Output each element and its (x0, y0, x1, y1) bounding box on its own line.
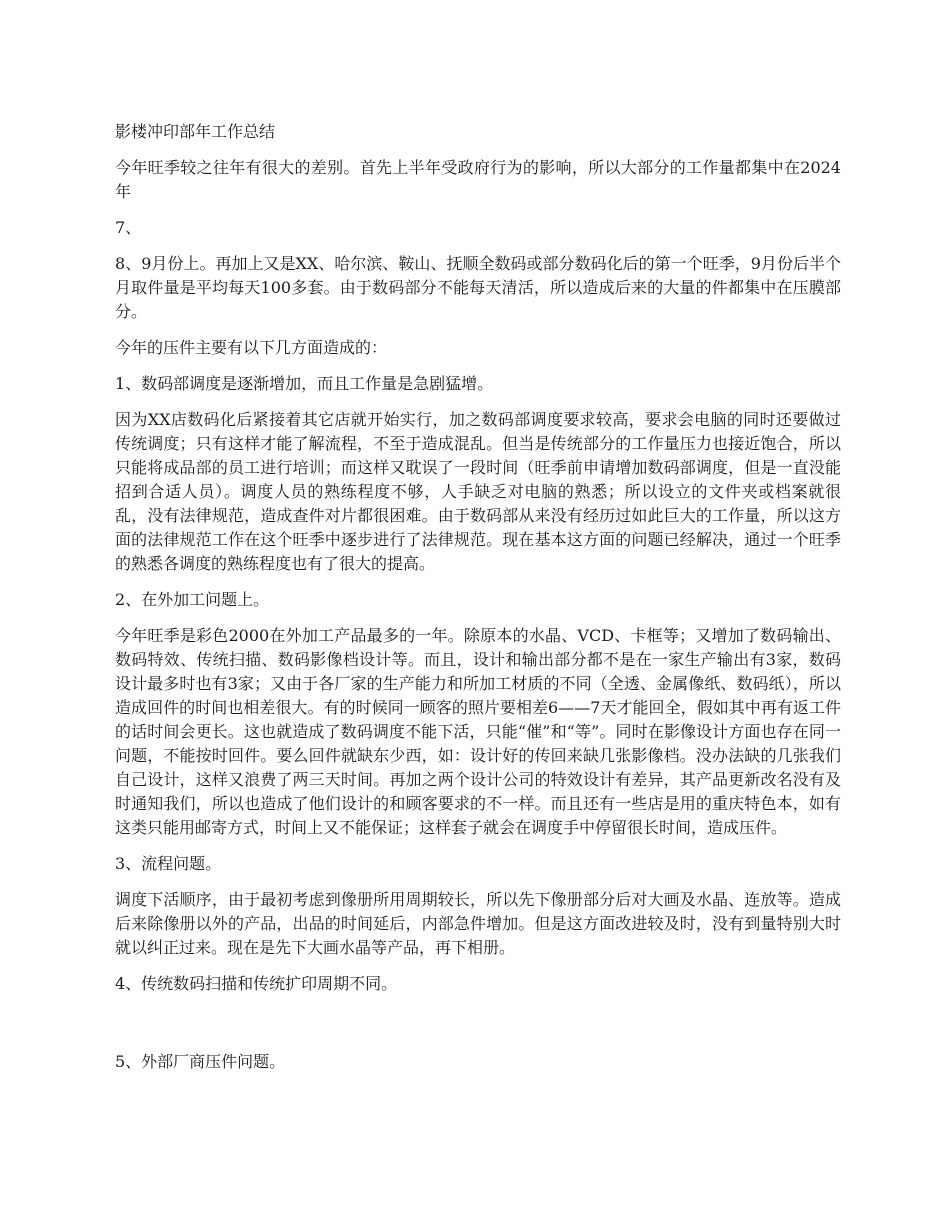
section-heading-2: 2、在外加工问题上。 (115, 590, 270, 609)
section-heading-3: 3、流程问题。 (115, 854, 222, 873)
paragraph-section-3-body: 调度下活顺序，由于最初考虑到像册所用周期较长，所以先下像册部分后对大画及水晶、连放等。造成后来除像册以外的产品，出品的时间延后，内部急件增加。但是这方面改进较及时，没有到量特别大时就以纠正过来。现在是先下大画水晶等产品，再下相册。 (115, 890, 841, 957)
document-title: 影楼冲印部年工作总结 (115, 122, 276, 141)
document-page (115, 120, 841, 1086)
paragraph-month-7: 7、 (115, 218, 142, 237)
paragraph-section-1-body: 因为XX店数码化后紧接着其它店就开始实行，加之数码部调度要求较高，要求会电脑的同时还要做过传统调度；只有这样才能了解流程，不至于造成混乱。但当是传统部分的工作量压力也接近饱合，所以只能将成品部的员工进行培训；而这样又耽误了一段时间（旺季前申请增加数码部调度，但是一直没能招到合适人员）。调度人员的熟练程度不够，人手缺乏对电脑的熟悉；所以设立的文件夹或档案就很乱，没有法律规范，造成查件对片都很困难。由于数码部从来没有经历过如此巨大的工作量，所以这方面的法律规范工作在这个旺季中逐步进行了法律规范。现在基本这方面的问题已经解决，通过一个旺季的熟悉各调度的熟练程度也有了很大的提高。 (115, 410, 841, 573)
paragraph-section-2-body: 今年旺季是彩色2000在外加工产品最多的一年。除原本的水晶、VCD、卡框等；又增加了数码输出、数码特效、传统扫描、数码影像档设计等。而且，设计和输出部分都不是在一家生产输出有3家，数码设计最多时也有3家；又由于各厂家的生产能力和所加工材质的不同（全透、金属像纸、数码纸），所以造成回件的时间也相差很大。有的时候同一顾客的照片要相差6——7天才能回全，假如其中再有返工件的话时间会更长。这也就造成了数码调度不能下活，只能“催”和“等”。同时在影像设计方面也存在同一问题，不能按时回件。要么回件就缺东少西，如：设计好的传回来缺几张影像档。没办法缺的几张我们自己设计，这样又浪费了两三天时间。再加之两个设计公司的特效设计有差异，其产品更新改名没有及时通知我们，所以也造成了他们设计的和顾客要求的不一样。而且还有一些店是用的重庆特色本，如有这类只能用邮寄方式，时间上又不能保证；这样套子就会在调度手中停留很长时间，造成压件。 (115, 626, 841, 837)
paragraph-intro: 今年旺季较之往年有很大的差别。首先上半年受政府行为的影响，所以大部分的工作量都集中在2024年 (115, 158, 841, 201)
paragraph-months-8-9: 8、9月份上。再加上又是XX、哈尔滨、鞍山、抚顺全数码或部分数码化后的第一个旺季，9月份后半个月取件量是平均每天100多套。由于数码部分不能每天清活，所以造成后来的大量的件都集中在压膜部分。 (115, 254, 841, 321)
paragraph-causes-heading: 今年的压件主要有以下几方面造成的： (115, 338, 388, 357)
section-heading-1: 1、数码部调度是逐渐增加，而且工作量是急剧猛增。 (115, 374, 494, 393)
section-heading-5: 5、外部厂商压件问题。 (115, 1052, 286, 1071)
blank-space (115, 1008, 841, 1050)
section-heading-4: 4、传统数码扫描和传统扩印周期不同。 (115, 974, 398, 993)
